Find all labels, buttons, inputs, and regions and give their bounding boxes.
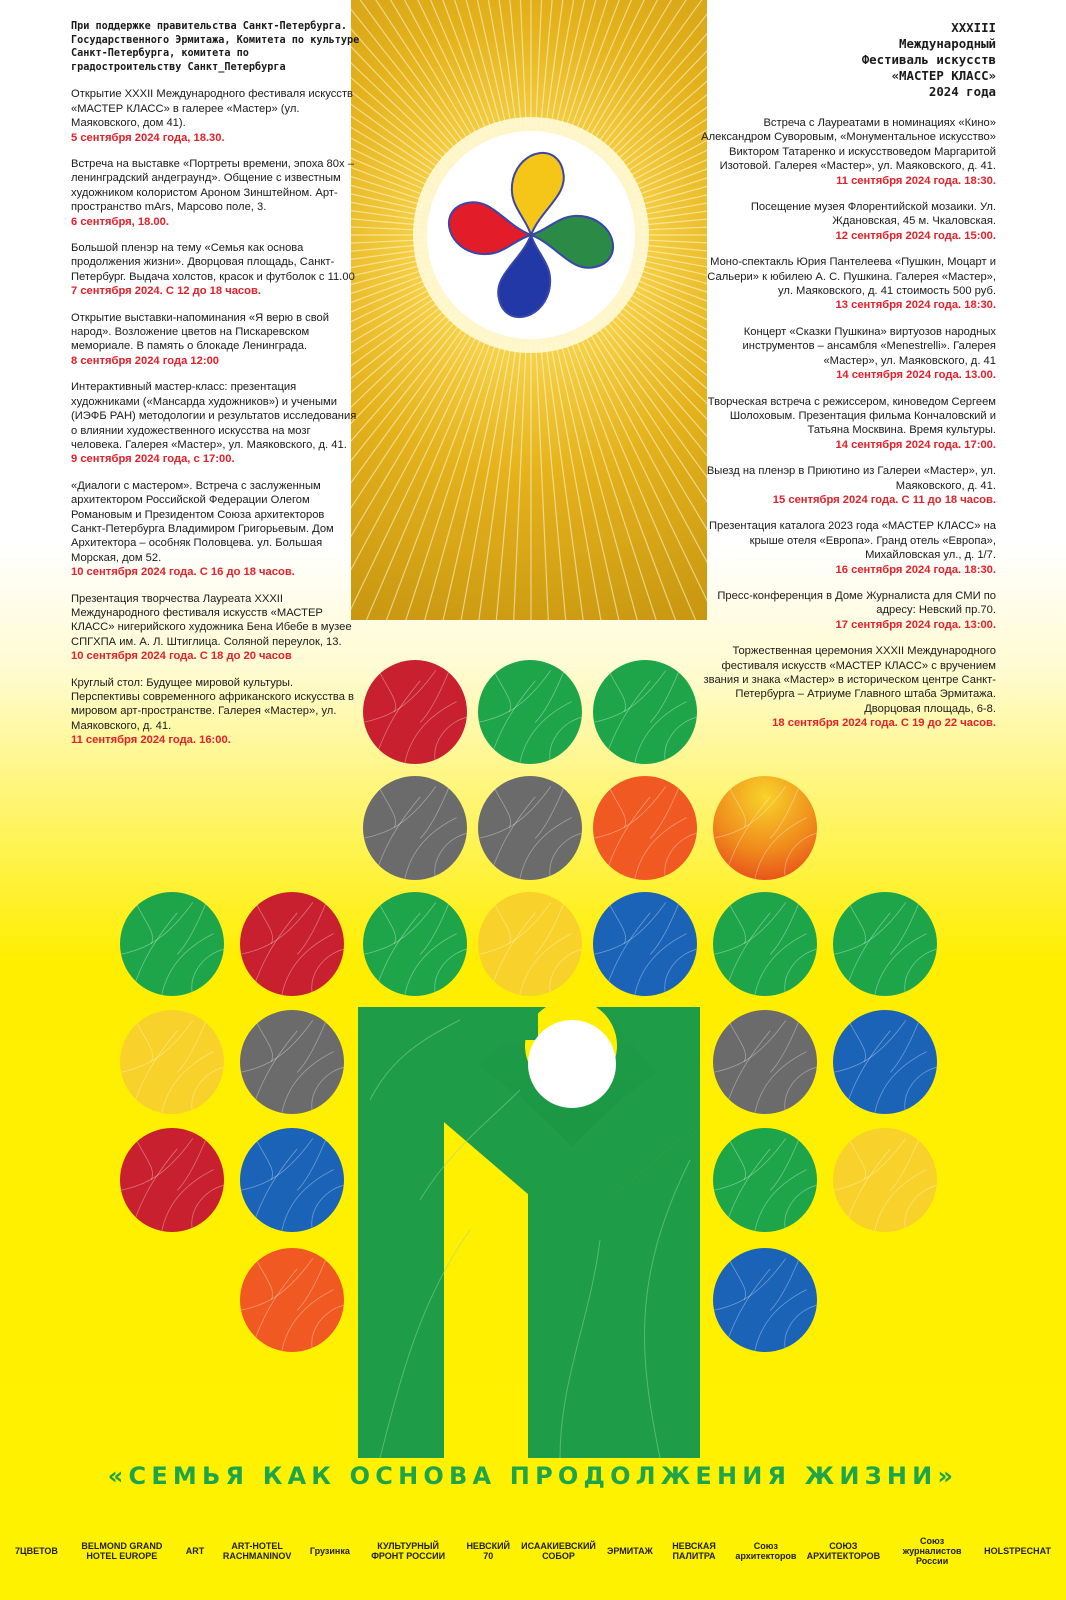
event-item — [700, 395, 996, 453]
sponsor-logo: BELMOND GRAND HOTEL EUROPE — [81, 1541, 163, 1561]
sponsor-logo: 7ЦВЕТОВ — [15, 1546, 58, 1556]
event-date: 14 сентября 2024 года. 17:00. — [835, 438, 996, 451]
event-date: 11 сентября 2024 года. 16:00. — [71, 734, 231, 747]
event-text: Презентация творчества Лауреата XXXII Международного фестиваля искусств «МАСТЕР КЛАСС» нигерийского художника Бена Ибебе в музее СПГХПА им. А. Л. Штиглица. Соляной переулок, 13. — [71, 592, 352, 648]
event-date: 6 сентября, 18.00. — [71, 215, 169, 228]
festival-title-line: 2024 года — [928, 84, 996, 99]
event-item — [71, 479, 361, 580]
event-item — [700, 325, 996, 383]
event-date: 7 сентября 2024. С 12 до 18 часов. — [71, 285, 261, 298]
event-text: Открытие XXXII Международного фестиваля искусств «МАСТЕР КЛАСС» в галерее «Мастер» (ул. Маяковского, дом 41). — [71, 88, 353, 130]
event-date: 8 сентября 2024 года 12:00 — [71, 354, 220, 367]
event-date: 14 сентября 2024 года. 13.00. — [836, 369, 996, 382]
event-item — [700, 200, 996, 243]
event-text: Открытие выставки-напоминания «Я верю в свой народ». Возложение цветов на Пискаревском мемориале. В память о блокаде Ленинграда. — [71, 311, 330, 353]
event-text: Выезд на пленэр в Приютино из Галереи «Мастер», ул. Маяковского, д. 41. — [706, 465, 996, 492]
event-date: 17 сентября 2024 года. 13:00. — [835, 618, 996, 631]
right-column — [700, 20, 996, 743]
sponsor-logo: ЭРМИТАЖ — [606, 1546, 653, 1556]
event-item — [700, 116, 996, 188]
sponsor-logo: СОЮЗ АРХИТЕКТОРОВ — [806, 1541, 881, 1561]
event-date: 16 сентября 2024 года. 18:30. — [835, 563, 996, 576]
event-item — [700, 644, 996, 730]
event-date: 11 сентября 2024 года. 18:30. — [836, 174, 996, 187]
event-date: 5 сентября 2024 года, 18.30. — [71, 131, 225, 144]
event-item — [71, 380, 361, 466]
sponsor-logo: ART-HOTEL RACHMANINOV — [222, 1541, 292, 1561]
event-text: Большой пленэр на тему «Семья как основа продолжения жизни». Дворцовая площадь, Санкт-Петербург. Выдача холстов, красок и футболок с 11.00 — [71, 242, 355, 283]
sponsor-logo: ART — [185, 1546, 205, 1556]
event-date: 10 сентября 2024 года. С 16 до 18 часов. — [71, 566, 295, 579]
sponsor-logo: HOLSTPECHAT — [984, 1546, 1051, 1556]
sponsor-logo: Союз архитекторов — [735, 1541, 797, 1561]
event-text: Торжественная церемония XXXII Международного фестиваля искусств «МАСТЕР КЛАСС» с вручением звания и знака «Мастер» в историческом центре Санкт-Петербурга – Атриуме Главного штаба Эрмитажа. Дворцовая площадь, 6-8. — [703, 645, 996, 715]
event-date: 13 сентября 2024 года. 18:30. — [835, 299, 996, 312]
sponsor-logo: НЕВСКАЯ ПАЛИТРА — [672, 1541, 716, 1561]
event-text: Посещение музея Флорентийской мозаики. Ул. Ждановская, 45 м. Чкаловская. — [750, 201, 996, 228]
event-date: 18 сентября 2024 года. С 19 до 22 часов. — [772, 717, 996, 730]
sponsor-logos — [0, 1522, 1066, 1580]
event-text: Встреча с Лауреатами в номинациях «Кино» Александром Суворовым, «Монументальное искусство» Виктором Татаренко и искусствоведом Маргаритой Изотовой. Галерея «Мастер», ул. Маяковского, д. 41. — [701, 117, 996, 173]
event-date: 15 сентября 2024 года. С 11 до 18 часов. — [772, 493, 996, 506]
event-item — [71, 241, 361, 299]
event-item — [700, 519, 996, 577]
motto: «СЕМЬЯ КАК ОСНОВА ПРОДОЛЖЕНИЯ ЖИЗНИ» — [107, 1462, 959, 1490]
event-text: Концерт «Сказки Пушкина» виртуозов народных инструментов – ансамбля «Menestrelli». Галерея «Мастер», ул. Маяковского, д. 41 — [742, 325, 996, 367]
event-item — [700, 589, 996, 632]
event-text: Круглый стол: Будущее мировой культуры. Перспективы современного африканского искусства в мировом арт-пространстве. Галерея «Мастер», ул. Маяковского, д. 41. — [71, 676, 355, 732]
left-column — [71, 20, 361, 760]
event-item — [71, 157, 361, 229]
event-text: Презентация каталога 2023 года «МАСТЕР КЛАСС» на крыше отеля «Европа». Гранд отель «Европа», Михайловская ул., д. 1/7. — [708, 520, 996, 562]
sponsor-logo: НЕВСКИЙ 70 — [466, 1541, 511, 1561]
event-date: 12 сентября 2024 года. 15:00. — [835, 229, 996, 242]
event-date: 10 сентября 2024 года. С 18 до 20 часов — [71, 650, 292, 663]
event-text: Творческая встреча с режиссером, киноведом Сергеем Шолоховым. Презентация фильма Кончаловский и Татьяна Москвина. Время культуры. — [707, 395, 996, 437]
event-item — [700, 464, 996, 507]
support-text: При поддержке правительства Санкт-Петербурга. Государственного Эрмитажа, Комитета по культуре Санкт-Петербурга, комитета по градостроительству Санкт_Петербурга — [71, 21, 360, 73]
event-text: Интерактивный мастер-класс: презентация художниками («Мансарда художников») и учеными (ИЭФБ РАН) методологии и результатов исследования о влиянии художественного искусства на мозг человека. Галерея «Мастер», ул. Маяковского, д. 41. — [71, 381, 357, 451]
event-item — [71, 87, 361, 145]
sponsor-logo: Союз журналистов России — [902, 1536, 962, 1566]
event-text: «Диалоги с мастером». Встреча с заслуженным архитектором Российской Федерации Олегом Романовым и Президентом Союза архитекторов Санкт-Петербурга Владимиром Григорьевым. Дом Архитектора – особняк Половцева. ул. Большая Морская, дом 52. — [71, 479, 334, 564]
event-item — [71, 676, 361, 748]
event-date: 9 сентября 2024 года, с 17:00. — [71, 453, 235, 466]
sponsor-logo: ИСААКИЕВСКИЙ СОБОР — [521, 1541, 596, 1561]
event-text: Моно-спектакль Юрия Пантелеева «Пушкин, Моцарт и Сальери» к юбилею А. С. Пушкина. Галерея «Мастер», ул. Маяковского, д. 41 стоимость 500 руб. — [707, 256, 996, 298]
event-text: Встреча на выставке «Портреты времени, эпоха 80х – ленинградский андеграунд». Общение с известным художником колористом Ароном Зинштейном. Арт-пространство mArs, Марсово поле, 3. — [71, 158, 354, 214]
festival-title — [700, 20, 996, 100]
festival-title-line: XXXIII — [951, 20, 996, 35]
sponsor-logo: Грузинка — [309, 1546, 350, 1556]
festival-title-line: Международный — [899, 36, 996, 51]
festival-title-line: Фестиваль искусств — [861, 52, 996, 67]
event-text: Пресс-конференция в Доме Журналиста для СМИ по адресу: Невский пр.70. — [717, 589, 996, 617]
festival-title-line: «МАСТЕР КЛАСС» — [891, 68, 996, 83]
event-item — [71, 592, 361, 664]
event-item — [71, 311, 361, 369]
sponsor-logo: КУЛЬТУРНЫЙ ФРОНТ РОССИИ — [371, 1541, 446, 1561]
event-item — [700, 255, 996, 313]
